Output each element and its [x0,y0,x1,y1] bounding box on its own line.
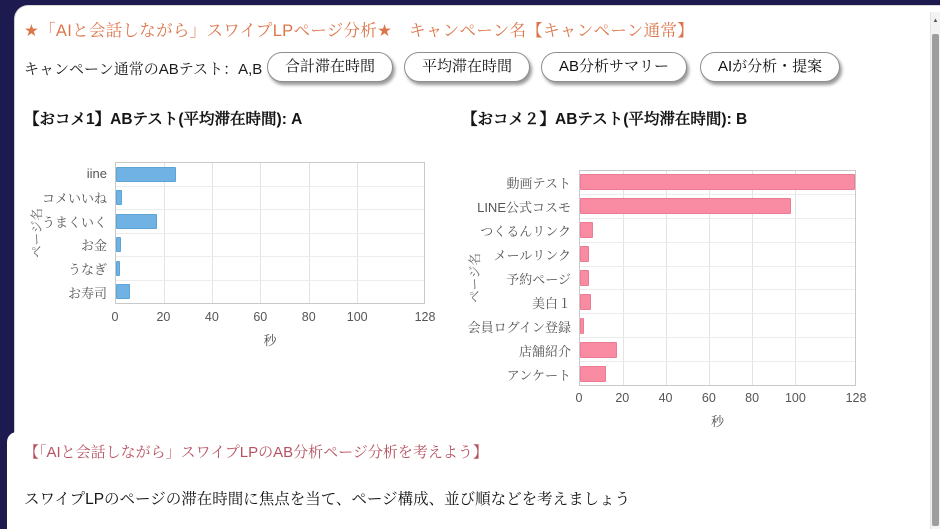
bar [116,214,157,229]
bar [116,284,130,299]
bar [580,294,591,310]
plot-area [115,162,425,304]
category-labels [462,170,578,386]
category-label: 予約ページ [506,271,571,287]
chart-okome1-abtest-a [24,107,434,349]
bar [580,366,606,382]
bar-row [116,281,424,304]
bar [580,222,593,238]
x-tick-label: 20 [156,310,171,324]
category-label: iine [86,166,107,182]
bar [580,174,855,190]
category-label: メールリンク [493,247,571,263]
bar-row [580,219,855,243]
scrollbar-up-arrow-icon[interactable]: ▲ [932,18,939,24]
category-label: お金 [80,238,107,254]
x-tick-label: 0 [111,310,119,324]
x-tick-label: 60 [253,310,268,324]
bar [116,190,122,205]
bar-row [116,187,424,211]
bar-row [580,338,855,362]
bar-row [580,195,855,219]
x-tick-label: 0 [575,391,583,405]
analysis-prompt-body: スワイプLPのページの滞在時間に焦点を当て、ページ構成、並び順などを考えましょう [24,491,631,508]
x-tick-label: 20 [615,391,630,405]
chart-okome2-abtest-b [462,107,874,435]
bar-row [116,163,424,187]
bar [580,198,791,214]
category-label: 店舗紹介 [518,343,571,359]
category-label: 会員ログイン登録 [467,319,571,335]
analysis-prompt-heading: 【「AIと会話しながら」スワイプLPのAB分析ページ分析を考えよう】 [24,444,488,461]
bar [580,318,584,334]
x-axis-label: 秒 [710,414,724,429]
bar [580,342,617,358]
category-label: 美白１ [531,295,571,311]
y-axis-label: ページ名 [468,253,482,303]
category-label: つくるんリンク [480,223,571,239]
ab-analysis-summary-button[interactable]: AB分析サマリー [541,52,687,82]
category-label: お寿司 [67,285,107,301]
category-label: うなぎ [67,262,107,278]
category-label: うまくいく [41,214,107,230]
x-tick-label: 40 [204,310,219,324]
bar-row [116,210,424,234]
bar-row [580,314,855,338]
scrollbar-thumb[interactable] [932,34,939,526]
category-labels [24,162,114,304]
y-axis-label: ページ名 [30,208,44,258]
bar [580,270,589,286]
bar-row [580,267,855,291]
campaign-abtest-label: キャンペーン通常のABテスト：A,B [24,61,263,78]
x-tick-labels [111,310,436,326]
x-tick-label: 80 [745,391,760,405]
bar [116,167,176,182]
x-tick-label: 100 [346,310,368,324]
bar [116,237,121,252]
total-stay-time-button[interactable]: 合計滞在時間 [267,52,393,82]
category-label: コメいいね [41,191,107,206]
plot-area [579,170,856,386]
x-tick-labels [575,391,867,407]
page-title: ★「AIと会話しながら」スワイプLPページ分析★ キャンペーン名【キャンペーン通常】 [24,22,694,40]
bar-row [580,243,855,267]
bar [116,261,120,276]
bar-row [116,234,424,258]
chart-title: 【おコメ1】ABテスト(平均滞在時間): A [24,111,303,128]
bar-row [580,290,855,314]
bar-row [116,257,424,281]
x-tick-label: 60 [701,391,716,405]
x-tick-label: 40 [658,391,673,405]
bar-row [580,362,855,385]
category-label: LINE公式コスモ [477,199,571,215]
chart-title: 【おコメ２】ABテスト(平均滞在時間): B [462,111,748,128]
bar [580,246,589,262]
ai-analyze-propose-button[interactable]: AIが分析・提案 [700,52,840,82]
x-tick-label: 80 [301,310,316,324]
x-axis-label: 秒 [263,333,277,348]
x-tick-label: 128 [414,310,436,324]
bar-row [580,171,855,195]
x-tick-label: 100 [784,391,806,405]
category-label: 動画テスト [506,175,571,191]
category-label: アンケート [506,367,571,383]
average-stay-time-button[interactable]: 平均滞在時間 [404,52,530,82]
vertical-scrollbar[interactable] [930,12,940,529]
x-tick-label: 128 [845,391,867,405]
